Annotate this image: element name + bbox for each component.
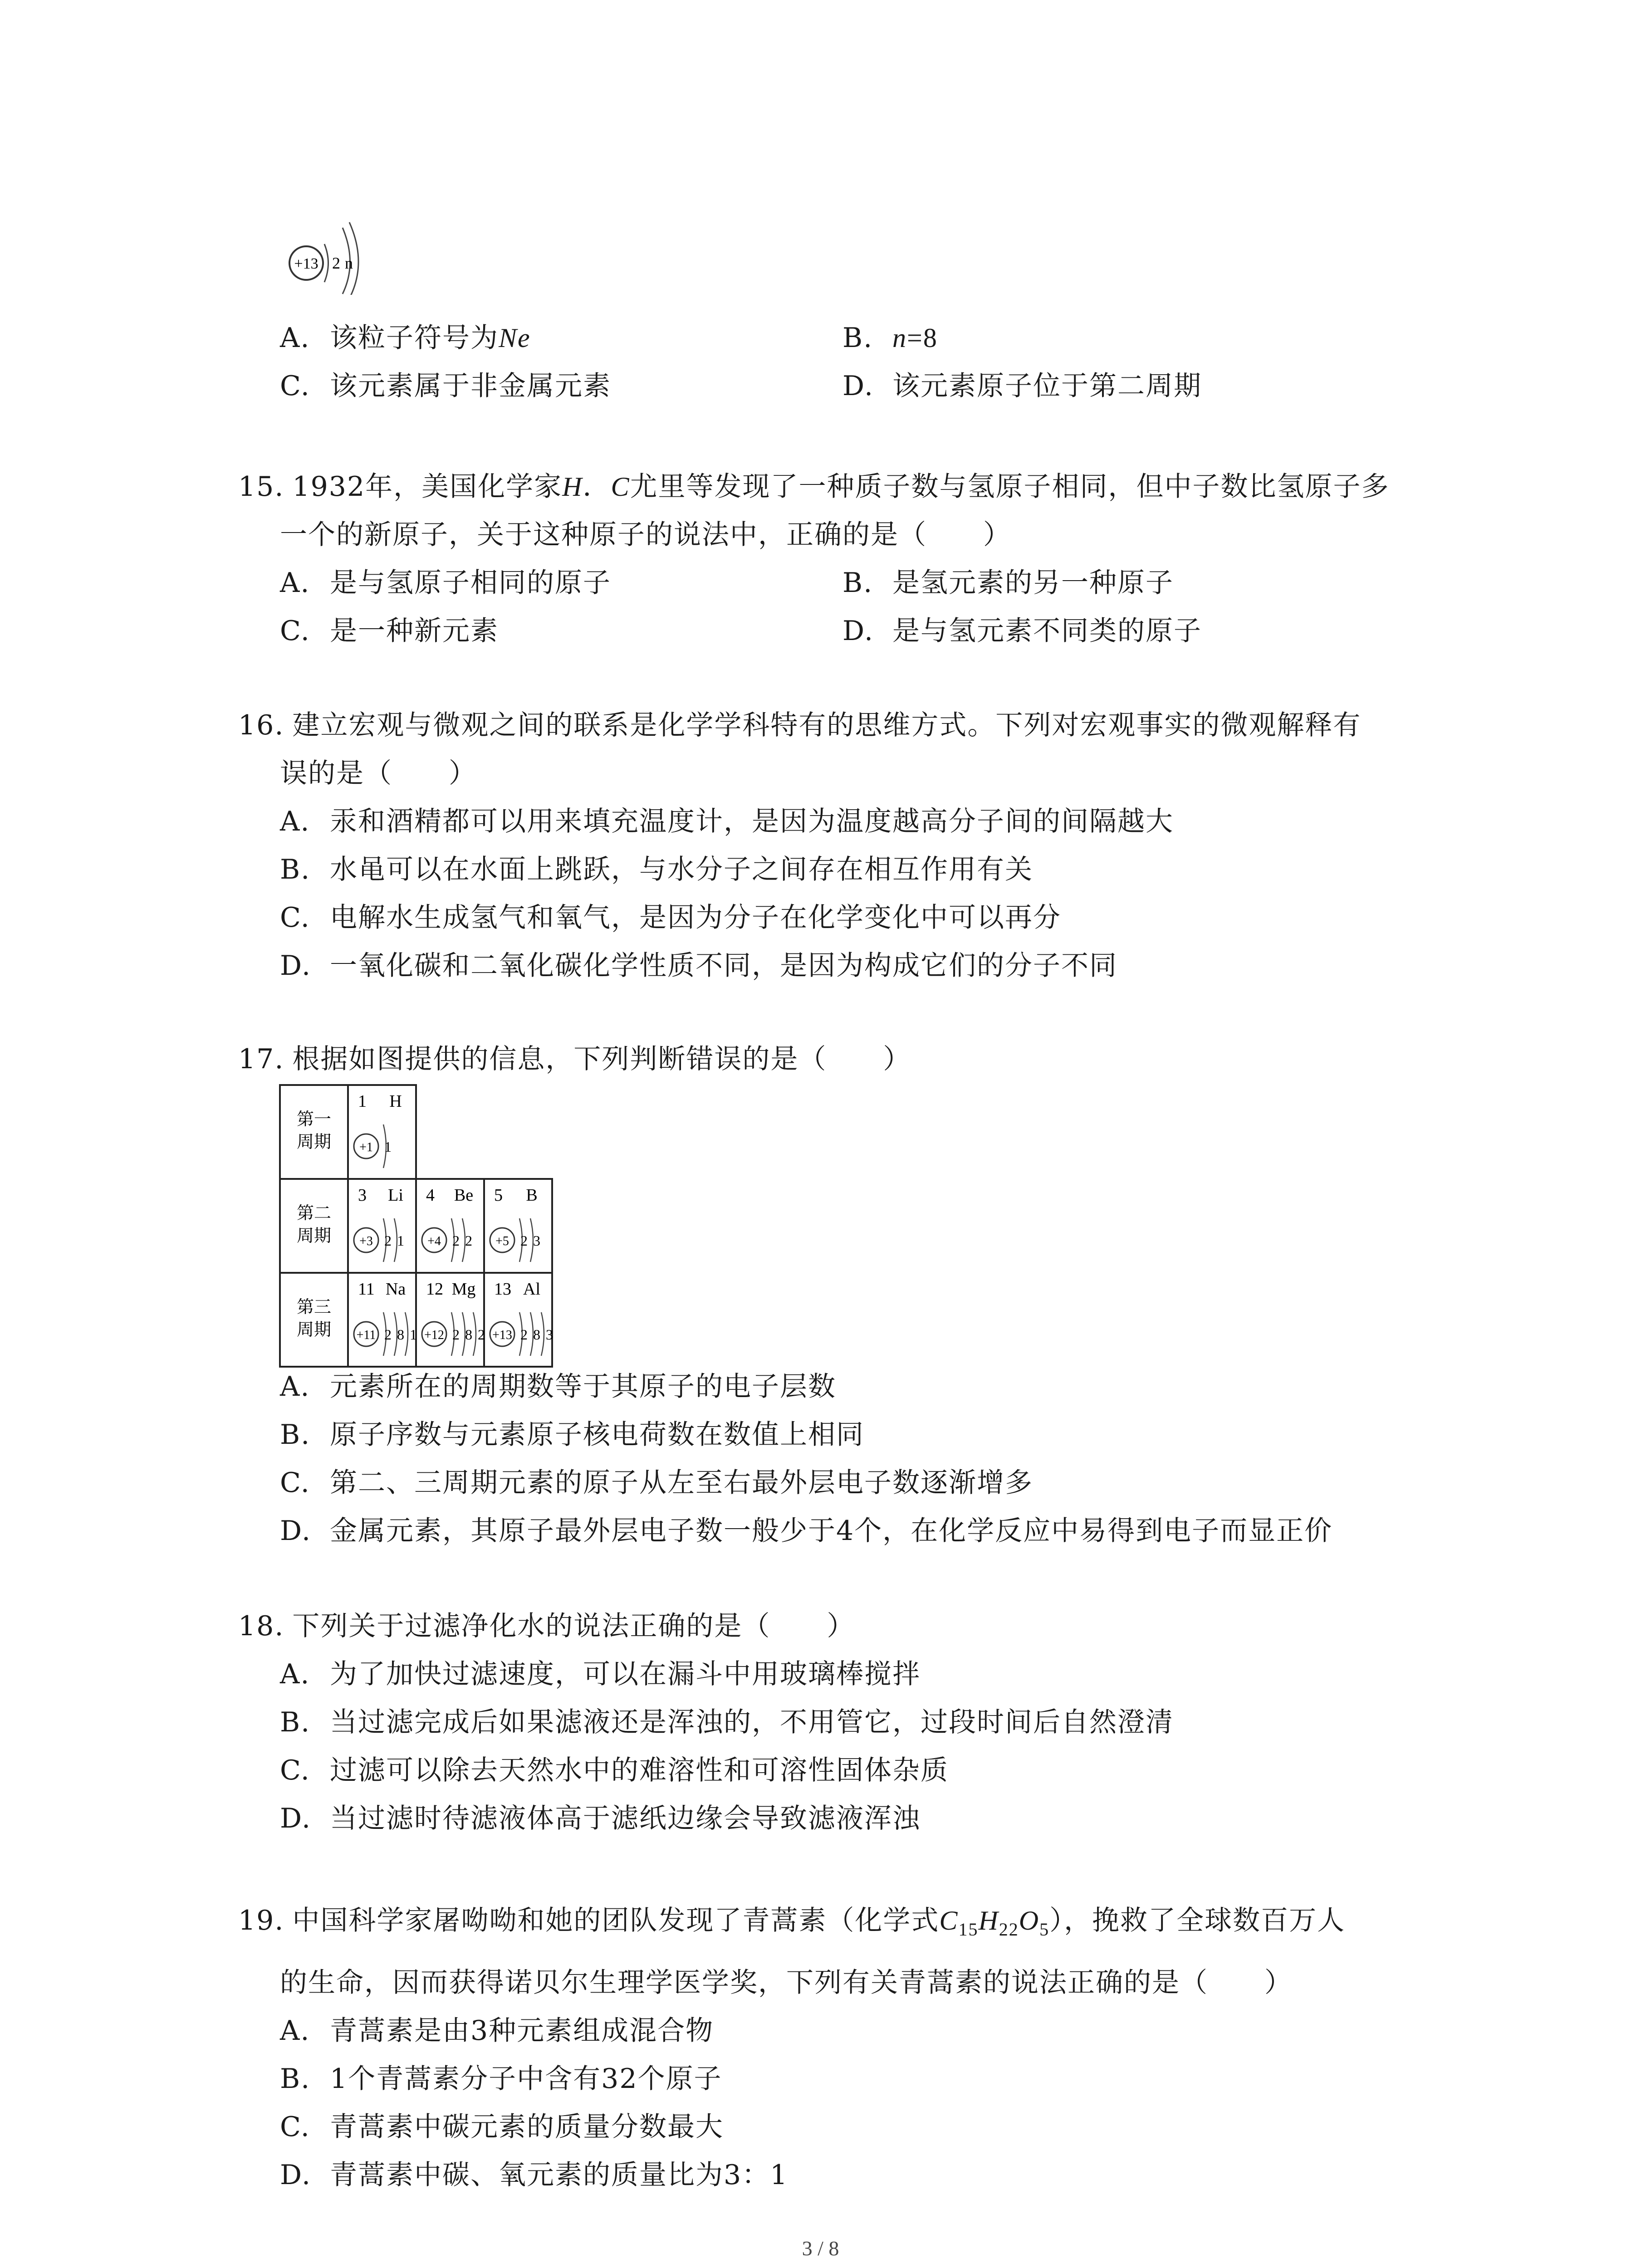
element-cell-be [422,1186,473,1262]
element-cell-mg [422,1280,486,1356]
option-14-c[interactable]: C. 该元素属于非金属元素 [280,370,611,402]
option-16-d[interactable]: D. 一氧化碳和二氧化碳化学性质不同，是因为构成它们的分子不同 [280,950,1117,982]
option-15-b[interactable]: B. 是氢元素的另一种原子 [843,567,1174,599]
atom-structure-diagram [281,218,372,295]
option-14-b[interactable]: B. n=8 [843,322,938,354]
question-17-options [238,1363,1463,1555]
question-16: 16. 建立宏观与微观之间的联系是化学学科特有的思维方式。下列对宏观事实的微观解释有 误的是（ ） A. 汞和酒精都可以用来填充温度计，是因为温度越高分子间的间隔越大 B. 水黾可以在水面上跳跃，与水分子之间存在相互作用有关 C. 电解水生成氢气和氧气，是因为分子在化学变化中可以再分 D. 一氧化碳和二氧化碳化学性质不同，是因为构成它们的分子不同 [238,701,1463,990]
element-symbol: H [389,1092,402,1111]
element-cell-h [354,1092,402,1168]
atomic-number: 5 [494,1186,503,1205]
question-17: 17. 根据如图提供的信息，下列判断错误的是（ ） [238,1043,911,1075]
element-symbol: Al [523,1280,540,1299]
periodic-table-figure [279,1084,569,1379]
option-17-b[interactable]: B. 原子序数与元素原子核电荷数在数值上相同 [280,1419,864,1451]
electron-configuration: 2 8 2 [452,1326,486,1343]
atomic-number: 13 [494,1280,511,1299]
page-number: 3 / 8 [802,2237,839,2260]
option-17-d[interactable]: D. 金属元素，其原子最外层电子数一般少于4个，在化学反应中易得到电子而显正价 [280,1515,1333,1547]
shell-1-count: 2 [332,254,340,272]
atomic-number: 1 [358,1092,367,1111]
option-18-b[interactable]: B. 当过滤完成后如果滤液还是浑浊的，不用管它，过段时间后自然澄清 [280,1706,1174,1738]
shell-2-count: n [345,254,353,272]
chemical-formula: $C_{15}H_{22}O_5$ [939,1906,1050,1940]
electron-configuration: 2 1 [384,1232,405,1249]
option-18-c[interactable]: C. 过滤可以除去天然水中的难溶性和可溶性固体杂质 [280,1755,949,1786]
option-14-a[interactable]: A. 该粒子符号为Ne [280,322,531,354]
nucleus-charge: +4 [427,1234,441,1248]
electron-configuration: 1 [384,1139,392,1155]
option-15-c[interactable]: C. 是一种新元素 [280,615,499,647]
option-16-b[interactable]: B. 水黾可以在水面上跳跃，与水分子之间存在相互作用有关 [280,854,1033,885]
atomic-number: 11 [358,1280,375,1299]
option-17-a[interactable]: A. 元素所在的周期数等于其原子的电子层数 [280,1371,836,1403]
option-15-d[interactable]: D. 是与氢元素不同类的原子 [843,615,1202,647]
question-19: 19. 中国科学家屠呦呦和她的团队发现了青蒿素（化学式$C_{15}H_{22}O_5$），挽救了全球数百万人 的生命，因而获得诺贝尔生理学医学奖，下列有关青蒿素的说法正确的是（ ） A. 青蒿素是由3种元素组成混合物 B. 1个青蒿素分子中含有32个原子 C. 青蒿素中碳元素的质量分数最大 D. 青蒿素中碳、氧元素的质量比为3：1 [238,1892,1463,2199]
option-19-b[interactable]: B. 1个青蒿素分子中含有32个原子 [280,2063,722,2095]
electron-configuration: 2 8 1 [384,1326,418,1343]
option-19-a[interactable]: A. 青蒿素是由3种元素组成混合物 [280,2015,714,2047]
element-cell-b [490,1186,541,1262]
element-symbol: B [526,1186,538,1205]
option-18-a[interactable]: A. 为了加快过滤速度，可以在漏斗中用玻璃棒搅拌 [280,1658,921,1690]
svg-text:周期: 周期 [296,1227,332,1246]
atomic-number: 3 [358,1186,367,1205]
nucleus-charge: +13 [492,1328,512,1342]
option-14-d[interactable]: D. 该元素原子位于第二周期 [843,370,1202,402]
element-cell-al [490,1280,554,1356]
question-15-stem: 15. 1932年，美国化学家H．C尤里等发现了一种质子数与氢原子相同，但中子数比氢原子多 [238,471,1390,503]
option-18-d[interactable]: D. 当过滤时待滤液体高于滤纸边缘会导致滤液浑浊 [280,1803,921,1834]
electron-configuration: 2 3 [520,1232,541,1249]
element-cell-na [354,1280,418,1356]
element-symbol: Mg [451,1280,476,1299]
period-1-label: 第一 [296,1110,332,1129]
question-18: 18. 下列关于过滤净化水的说法正确的是（ ） A. 为了加快过滤速度，可以在漏斗中用玻璃棒搅拌 B. 当过滤完成后如果滤液还是浑浊的，不用管它，过段时间后自然澄清 C. 过滤可以除去天然水中的难溶性和可溶性固体杂质 D. 当过滤时待滤液体高于滤纸边缘会导致滤液浑浊 [238,1602,1463,1843]
question-14-options [238,314,1463,410]
question-15: 15. 1932年，美国化学家H．C尤里等发现了一种质子数与氢原子相同，但中子数比氢原子多 一个的新原子，关于这种原子的说法中，正确的是（ ） A. 是与氢原子相同的原子 B. 是氢元素的另一种原子 C. 是一种新元素 D. 是与氢元素不同类的原子 [238,463,1463,655]
electron-configuration: 2 8 3 [520,1326,554,1343]
nucleus-charge: +5 [495,1234,509,1248]
nucleus-charge: +11 [356,1328,376,1342]
option-19-c[interactable]: C. 青蒿素中碳元素的质量分数最大 [280,2111,724,2143]
electron-configuration: 2 2 [452,1232,473,1249]
svg-text:周期: 周期 [296,1133,332,1152]
atomic-number: 4 [426,1186,435,1205]
option-15-a[interactable]: A. 是与氢原子相同的原子 [280,567,611,599]
nucleus-charge: +3 [359,1234,373,1248]
nucleus-charge: +1 [359,1140,373,1154]
element-symbol: Be [454,1186,474,1205]
option-16-a[interactable]: A. 汞和酒精都可以用来填充温度计，是因为温度越高分子间的间隔越大 [280,806,1174,837]
svg-text:周期: 周期 [296,1320,332,1339]
element-symbol: Li [388,1186,403,1205]
nucleus-charge: +12 [424,1328,444,1342]
element-cell-li [354,1186,405,1262]
period-3-label: 第三 [296,1298,332,1317]
option-19-d[interactable]: D. 青蒿素中碳、氧元素的质量比为3：1 [280,2159,789,2191]
nucleus-charge: +13 [294,255,318,272]
option-17-c[interactable]: C. 第二、三周期元素的原子从左至右最外层电子数逐渐增多 [280,1467,1033,1499]
option-16-c[interactable]: C. 电解水生成氢气和氧气，是因为分子在化学变化中可以再分 [280,902,1061,934]
element-symbol: Na [385,1280,406,1299]
atomic-number: 12 [426,1280,443,1299]
period-2-label: 第二 [296,1204,332,1223]
